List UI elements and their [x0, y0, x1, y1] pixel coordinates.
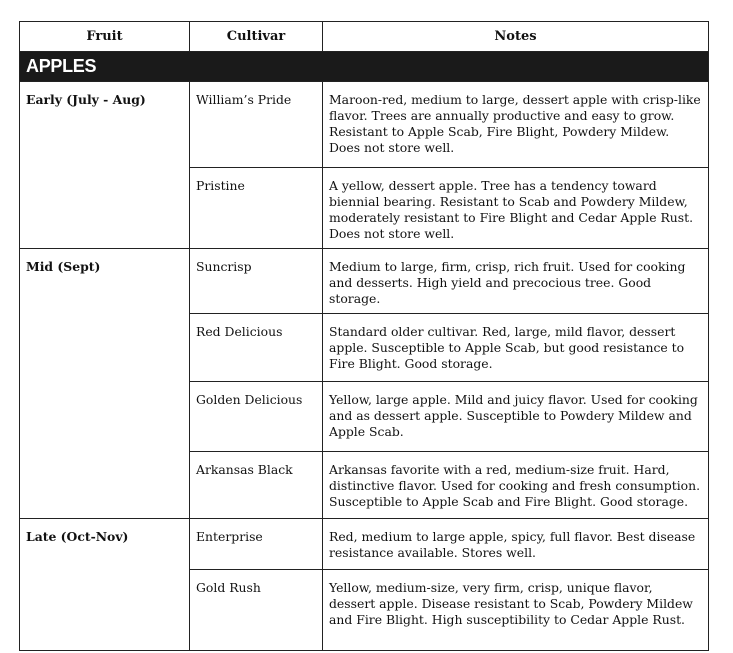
cultivar-cell: Enterprise	[190, 519, 323, 570]
cultivar-cell: Red Delicious	[190, 314, 323, 382]
header-cultivar: Cultivar	[190, 22, 323, 52]
section-row	[20, 52, 709, 82]
cultivar-cell: Suncrisp	[190, 249, 323, 314]
notes-cell: Medium to large, firm, crisp, rich fruit. Used for cooking and desserts. High yield and precocious tree. Good storage.	[323, 249, 709, 314]
table-row	[20, 82, 709, 168]
cultivar-table	[19, 21, 709, 651]
header-row	[20, 22, 709, 52]
season-early: Early (July - Aug)	[20, 82, 190, 249]
cultivar-cell: Golden Delicious	[190, 382, 323, 452]
cultivar-cell: William’s Pride	[190, 82, 323, 168]
cultivar-cell: Pristine	[190, 168, 323, 249]
season-mid: Mid (Sept)	[20, 249, 190, 519]
cultivar-cell: Arkansas Black	[190, 452, 323, 519]
notes-cell: Red, medium to large apple, spicy, full flavor. Best disease resistance available. Stores well.	[323, 519, 709, 570]
notes-cell: Arkansas favorite with a red, medium-size fruit. Hard, distinctive flavor. Used for cooking and fresh consumption. Susceptible to Apple Scab and Fire Blight. Good storage.	[323, 452, 709, 519]
table-row	[20, 519, 709, 570]
cultivar-cell: Gold Rush	[190, 570, 323, 651]
season-late: Late (Oct-Nov)	[20, 519, 190, 651]
notes-cell: Maroon-red, medium to large, dessert apple with crisp-like flavor. Trees are annually productive and easy to grow. Resistant to Apple Scab, Fire Blight, Powdery Mildew. Does not store well.	[323, 82, 709, 168]
notes-cell: Standard older cultivar. Red, large, mild flavor, dessert apple. Susceptible to Apple Scab, but good resistance to Fire Blight. Good storage.	[323, 314, 709, 382]
section-title: APPLES	[20, 52, 709, 82]
notes-cell: Yellow, medium-size, very firm, crisp, unique flavor, dessert apple. Disease resistant to Scab, Powdery Mildew and Fire Blight. High susceptibility to Cedar Apple Rust.	[323, 570, 709, 651]
header-fruit: Fruit	[20, 22, 190, 52]
notes-cell: A yellow, dessert apple. Tree has a tendency toward biennial bearing. Resistant to Scab and Powdery Mildew, moderately resistant to Fire Blight and Cedar Apple Rust. Does not store well.	[323, 168, 709, 249]
header-notes: Notes	[323, 22, 709, 52]
table-row	[20, 249, 709, 314]
notes-cell: Yellow, large apple. Mild and juicy flavor. Used for cooking and as dessert apple. Susceptible to Powdery Mildew and Apple Scab.	[323, 382, 709, 452]
